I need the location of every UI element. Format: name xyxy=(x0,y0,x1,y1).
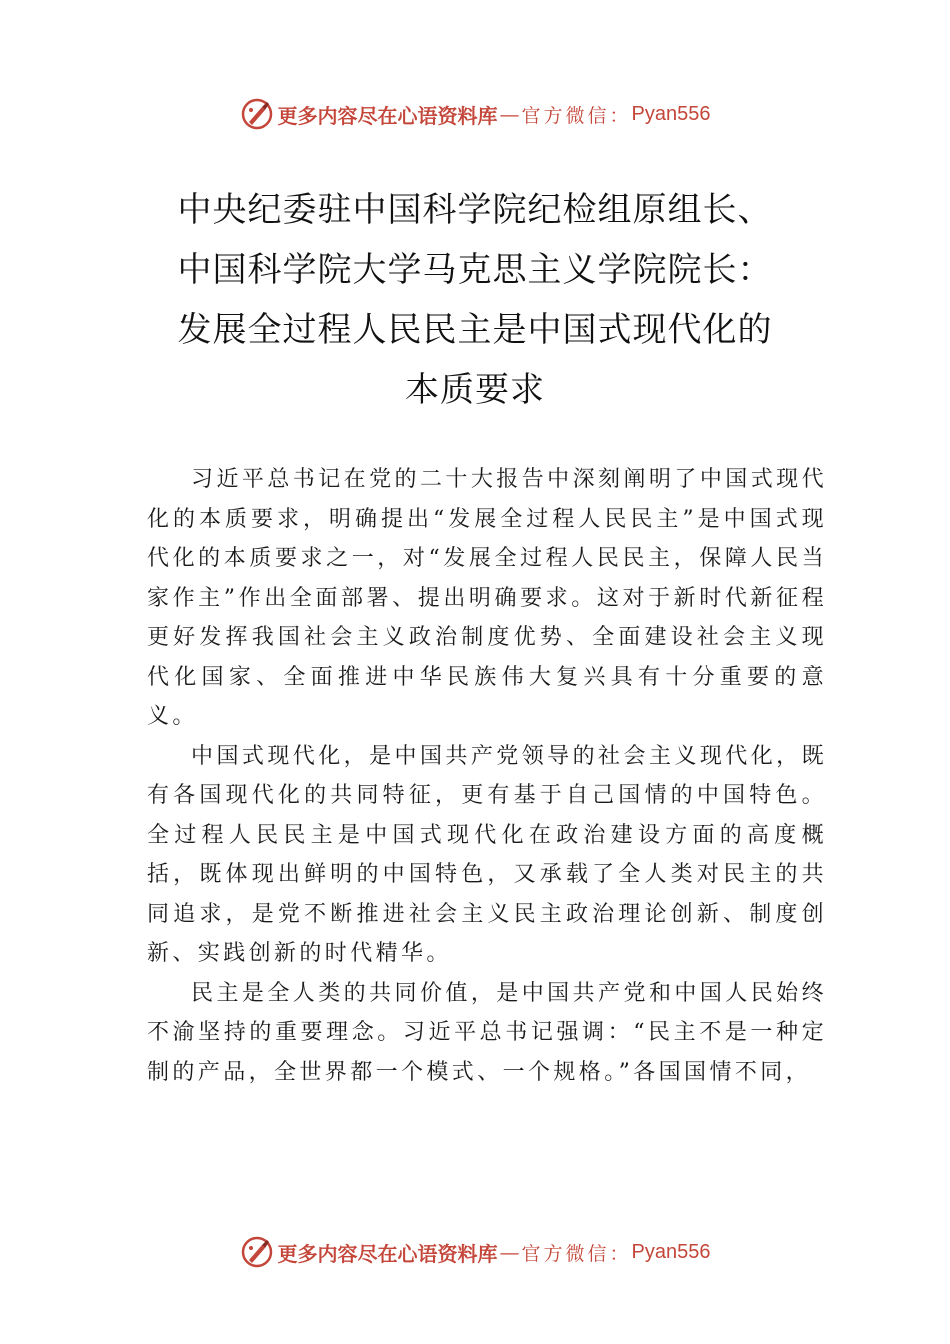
paragraph: 习近平总书记在党的二十大报告中深刻阐明了中国式现代化的本质要求，明确提出“发展全过程人民民主”是中国式现代化的本质要求之一，对“发展全过程人民民主，保障人民当家作主”作出全面部署、提出明确要求。这对于新时代新征程更好发挥我国社会主义政治制度优势、全面建设社会主义现代化国家、全面推进中华民族伟大复兴具有十分重要的意义。 xyxy=(147,467,827,729)
document-title xyxy=(0,180,950,420)
banner-wechat-id: Pyan556 xyxy=(631,1240,711,1263)
banner-separator: — xyxy=(499,1240,520,1264)
title-line: 中国科学院大学马克思主义学院院长： xyxy=(177,250,773,290)
pen-logo-icon xyxy=(240,97,274,131)
title-line: 中央纪委驻中国科学院纪检组原组长、 xyxy=(177,190,773,230)
paragraph: 中国式现代化，是中国共产党领导的社会主义现代化，既有各国现代化的共同特征，更有基于自己国情的中国特色。全过程人民民主是中国式现代化在政治建设方面的高度概括，既体现出鲜明的中国特色，又承载了全人类对民主的共 同追求，是党不断推进社会主义民主政治理论创新、制度创 新、实践创新的时代精华。 xyxy=(147,743,827,966)
banner-wechat-id: Pyan556 xyxy=(631,102,711,125)
banner-separator: — xyxy=(499,102,520,126)
banner-wechat-label: 官方微信： xyxy=(521,104,632,127)
pen-logo-icon xyxy=(240,1235,274,1269)
header-banner xyxy=(0,92,950,136)
banner-wechat-label: 官方微信： xyxy=(521,1242,632,1265)
footer-banner xyxy=(0,1230,950,1274)
banner-brand-text: 更多内容尽在心语资料库 xyxy=(277,1241,498,1266)
title-line: 本质要求 xyxy=(405,370,545,410)
banner-brand-text: 更多内容尽在心语资料库 xyxy=(277,103,498,128)
title-line: 发展全过程人民民主是中国式现代化的 xyxy=(177,310,773,350)
article-body xyxy=(147,460,827,1092)
paragraph: 民主是全人类的共同价值，是中国共产党和中国人民始终不渝坚持的重要理念。习近平总书记强调：“民主不是一种定制的产品，全世界都一个模式、一个规格。”各国国情不同， xyxy=(147,980,827,1085)
